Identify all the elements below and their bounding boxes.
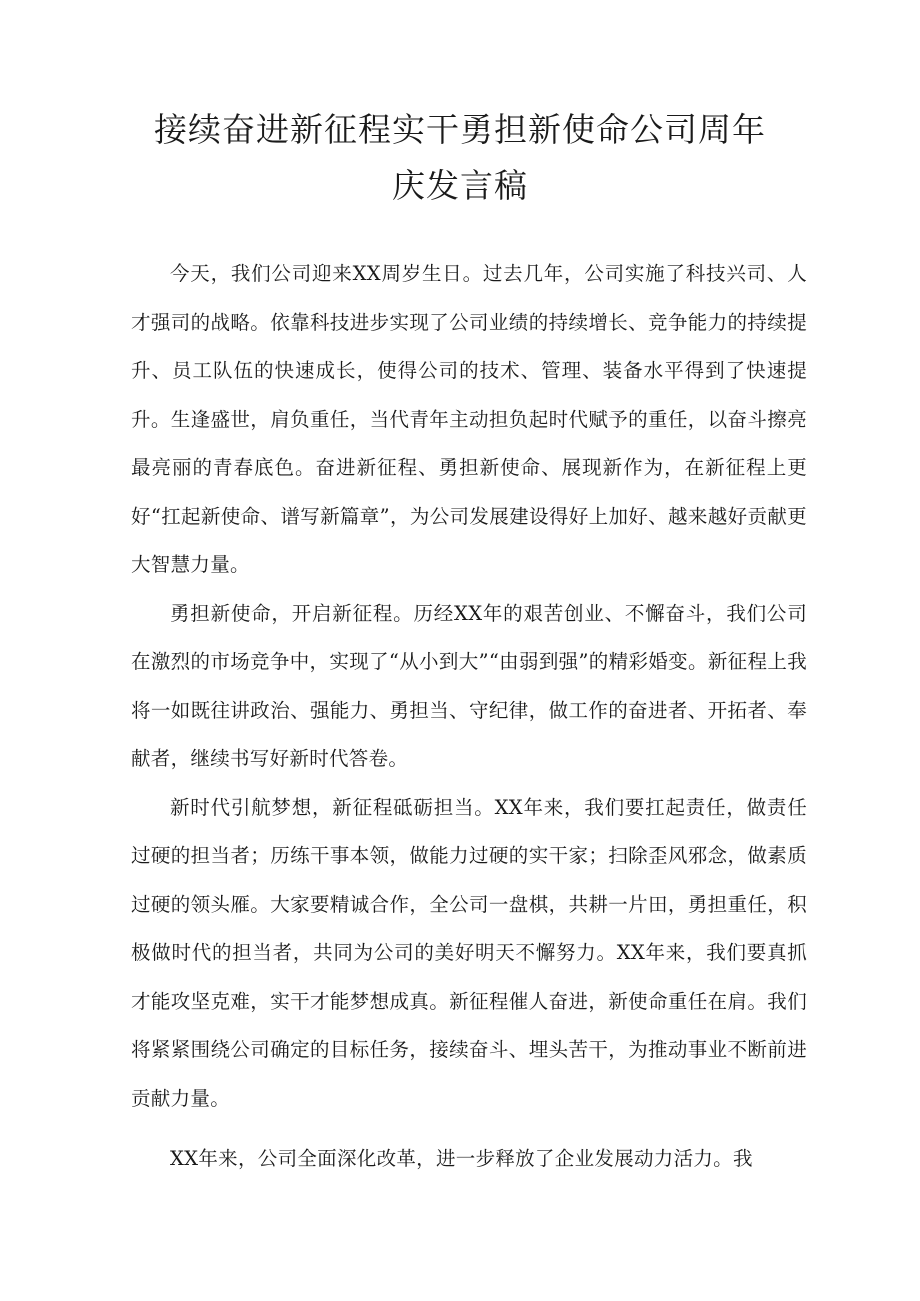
paragraph-4: XX年来，公司全面深化改革，进一步释放了企业发展动力活力。我 [170, 1147, 753, 1170]
document-body [131, 250, 807, 1184]
paragraph-3: 新时代引航梦想，新征程砥砺担当。XX年来，我们要扛起责任，做责任过硬的担当者；历练干事本领，做能力过硬的实干家；扫除歪风邪念，做素质过硬的领头雁。大家要精诚合作，全公司一盘棋，共耕一片田，勇担重任，积极做时代的担当者，共同为公司的美好明天不懈努力。XX年来，我们要真抓才能攻坚克难，实干才能梦想成真。新征程催人奋进，新使命重任在肩。我们将紧紧围绕公司确定的目标任务，接续奋斗、埋头苦干，为推动事业不断前进贡献力量。 [131, 795, 807, 1110]
document-title [60, 102, 860, 214]
paragraph-2: 勇担新使命，开启新征程。历经XX年的艰苦创业、不懈奋斗，我们公司在激烈的市场竞争中，实现了“从小到大”“由弱到强”的精彩婚变。新征程上我将一如既往讲政治、强能力、勇担当、守纪律，做工作的奋进者、开拓者、奉献者，继续书写好新时代答卷。 [131, 601, 807, 770]
paragraph-1: 今天，我们公司迎来XX周岁生日。过去几年，公司实施了科技兴司、人才强司的战略。依靠科技进步实现了公司业绩的持续增长、竞争能力的持续提升、员工队伍的快速成长，使得公司的技术、管理、装备水平得到了快速提升。生逢盛世，肩负重任，当代青年主动担负起时代赋予的重任，以奋斗擦亮最亮丽的青春底色。奋进新征程、勇担新使命、展现新作为，在新征程上更好“扛起新使命、谱写新篇章”，为公司发展建设得好上加好、越来越好贡献更大智慧力量。 [131, 262, 807, 576]
title-line-2: 庆发言稿 [392, 166, 528, 205]
title-line-1: 接续奋进新征程实干勇担新使命公司周年 [154, 110, 766, 149]
